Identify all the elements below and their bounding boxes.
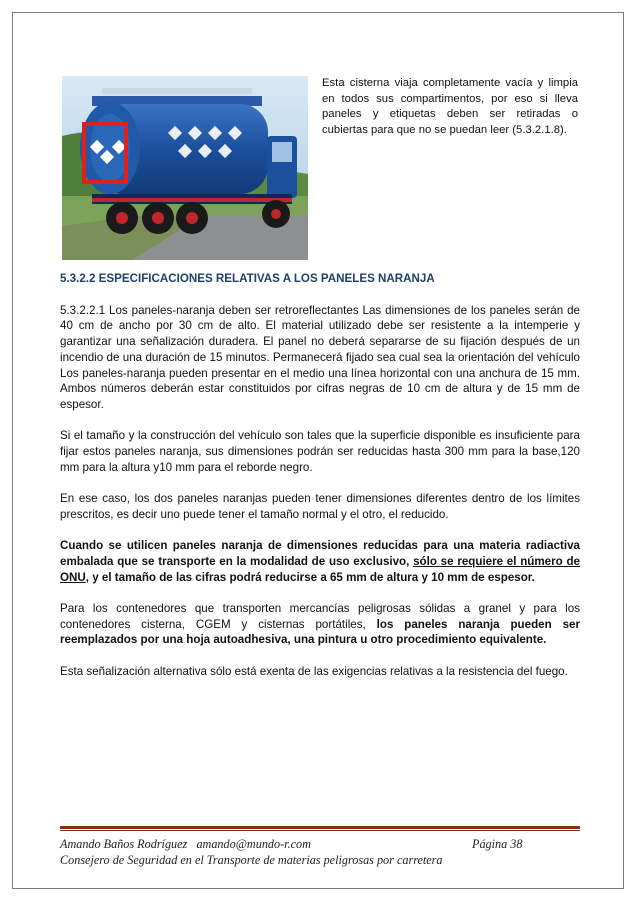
footer-rule <box>60 826 580 831</box>
footer-rule-thin <box>60 830 580 831</box>
paragraph-4 <box>60 538 580 585</box>
paragraph-4-part2: , y el tamaño de las cifras podrá reducirse a 65 mm de altura y 10 mm de espesor. <box>85 570 535 584</box>
section-heading: 5.3.2.2 ESPECIFICACIONES RELATIVAS A LOS PANELES NARANJA <box>60 272 435 285</box>
paragraph-5-bold: los paneles naranja pueden ser reemplazados por una hoja autoadhesiva, una pintura u otro procedimiento equivalente. <box>60 617 580 647</box>
paragraph-4-part1: Cuando se utilicen paneles naranja de dimensiones reducidas para una materia radiactiva embalada que se transporte en la modalidad de uso exclusivo, <box>60 539 580 568</box>
paragraph-5-part1: Para los contenedores que transporten mercancías peligrosas sólidas a granel y para los contenedores cisterna, CGEM y cisternas portátiles, <box>60 602 580 631</box>
paragraph-3: En ese caso, los dos paneles naranjas pueden tener dimensiones diferentes dentro de los límites prescritos, es decir uno puede tener el tamaño normal y el otro, el reducido. <box>60 492 580 521</box>
footer-rule-thick <box>60 826 580 829</box>
paragraph-4-underlined: sólo se requiere el número de ONU <box>60 554 580 584</box>
truck-illustration <box>62 76 308 260</box>
main-content <box>60 271 580 695</box>
footer-email[interactable]: amando@mundo-r.com <box>196 837 311 851</box>
footer-page-number: Página 38 <box>472 837 523 851</box>
photo-caption: Esta cisterna viaja completamente vacía y limpia en todos sus compartimentos, por eso si lleva paneles y etiquetas deben ser retiradas o cubiertas para que no se puedan leer (5.3.2.1.8). <box>322 77 578 136</box>
paragraph-2: Si el tamaño y la construcción del vehículo son tales que la superficie disponible es insuficiente para fijar estos paneles naranja, sus dimensiones podrán ser reducidas hasta 300 mm para la base,120 mm para la altura y10 mm para el reborde negro. <box>60 429 580 474</box>
footer-organization: Consejero de Seguridad en el Transporte de materias peligrosas por carretera <box>60 853 443 867</box>
paragraph-5 <box>60 601 580 648</box>
paragraph-6: Esta señalización alternativa sólo está exenta de las exigencias relativas a la resistencia del fuego. <box>60 664 568 678</box>
footer-author: Amando Baños Rodríguez <box>60 837 188 851</box>
tanker-truck-photo <box>62 76 308 260</box>
footer-row <box>60 837 580 853</box>
page-footer <box>60 837 580 869</box>
paragraph-1: 5.3.2.2.1 Los paneles-naranja deben ser retroreflectantes Las dimensiones de los paneles serán de 40 cm de ancho por 30 cm de alto. El material utilizado debe ser resistente a la intemperie y garantizar una señalización duradera. El panel no deberá separarse de su fijación después de un incendio de una duración de 15 minutos. Permanecerá fijado sea cual sea la orientación del vehículo Los paneles-naranja pueden presentar en el medio una línea horizontal con una anchura de 15 mm. Ambos números deberán estar constituidos por cifras negras de 10 cm de altura y de 15 mm de espesor. <box>60 303 580 411</box>
